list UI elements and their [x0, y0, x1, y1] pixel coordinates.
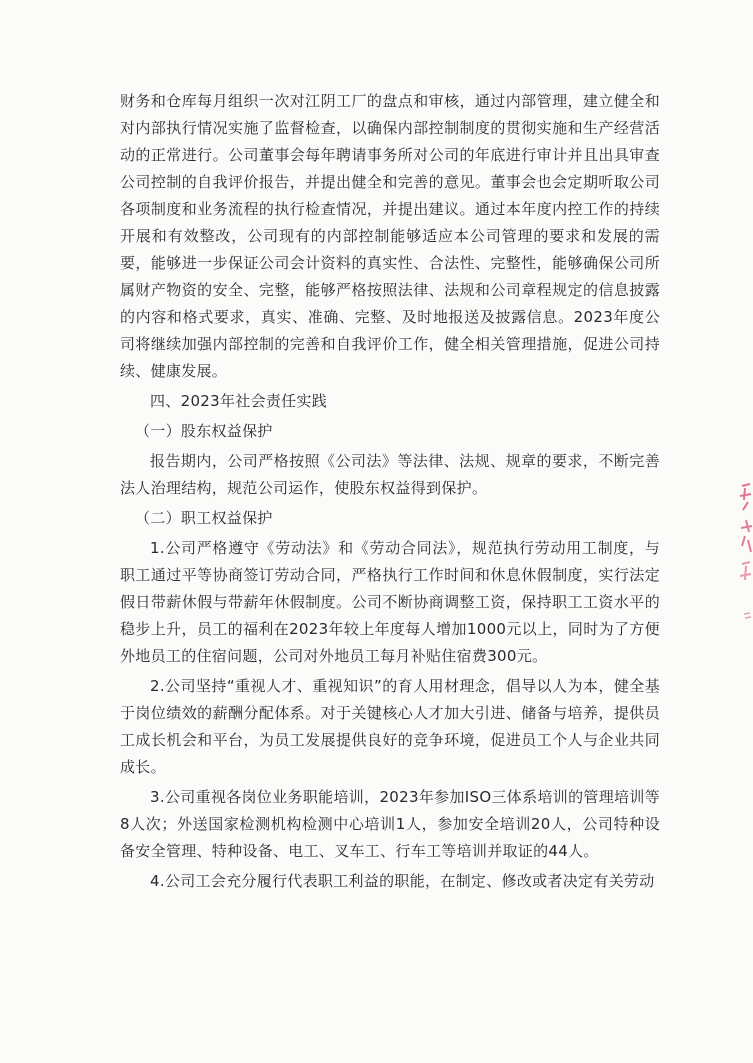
- section-heading-social-responsibility: 四、2023年社会责任实践: [150, 392, 328, 410]
- paragraph-employee-item-2: 2.公司坚持“重视人才、重视知识”的育人用材理念，倡导以人为本，健全基于岗位绩效的薪酬分配体系。对于关键核心人才加大引进、储备与培养，提供员工成长机会和平台，为员工发展提供良好的竞争环境，促进员工个人与企业共同成长。: [120, 677, 660, 776]
- paragraph-internal-control: 财务和仓库每月组织一次对江阴工厂的盘点和审核，通过内部管理，建立健全和对内部执行情况实施了监督检查，以确保内部控制制度的贯彻实施和生产经营活动的正常进行。公司董事会每年聘请事务所对公司的年底进行审计并且出具审查公司控制的自我评价报告，并提出健全和完善的意见。董事会也会定期听取公司各项制度和业务流程的执行检查情况，并提出建议。通过本年度内控工作的持续开展和有效整改，公司现有的内部控制能够适应本公司管理的要求和发展的需要，能够进一步保证公司会计资料的真实性、合法性、完整性，能够确保公司所属财产物资的安全、完整，能够严格按照法律、法规和公司章程规定的信息披露的内容和格式要求，真实、准确、完整、及时地报送及披露信息。2023年度公司将继续加强内部控制的完善和自我评价工作，健全相关管理措施，促进公司持续、健康发展。: [120, 92, 660, 380]
- seal-stamp-fragment: [736, 480, 753, 630]
- subheading-employee-rights: （二）职工权益保护: [135, 509, 273, 527]
- subheading-shareholder-rights: （一）股东权益保护: [135, 422, 273, 440]
- paragraph-employee-item-4: 4.公司工会充分履行代表职工利益的职能，在制定、修改或者决定有关劳动: [150, 872, 655, 890]
- paragraph-employee-item-1: 1.公司严格遵守《劳动法》和《劳动合同法》，规范执行劳动用工制度，与职工通过平等协商签订劳动合同，严格执行工作时间和休息休假制度，实行法定假日带薪休假与带薪年休假制度。公司不断协商调整工资，保持职工工资水平的稳步上升，员工的福利在2023年较上年度每人增加1000元以上，同时为了方便外地员工的住宿问题，公司对外地员工每月补贴住宿费300元。: [120, 539, 660, 665]
- document-body: [120, 88, 660, 895]
- paragraph-shareholder-rights: 报告期内，公司严格按照《公司法》等法律、法规、规章的要求，不断完善法人治理结构，规范公司运作，使股东权益得到保护。: [120, 452, 660, 497]
- paragraph-employee-item-3: 3.公司重视各岗位业务职能培训，2023年参加ISO三体系培训的管理培训等8人次；外送国家检测机构检测中心培训1人，参加安全培训20人，公司特种设备安全管理、特种设备、电工、叉车工、行车工等培训并取证的44人。: [120, 788, 660, 860]
